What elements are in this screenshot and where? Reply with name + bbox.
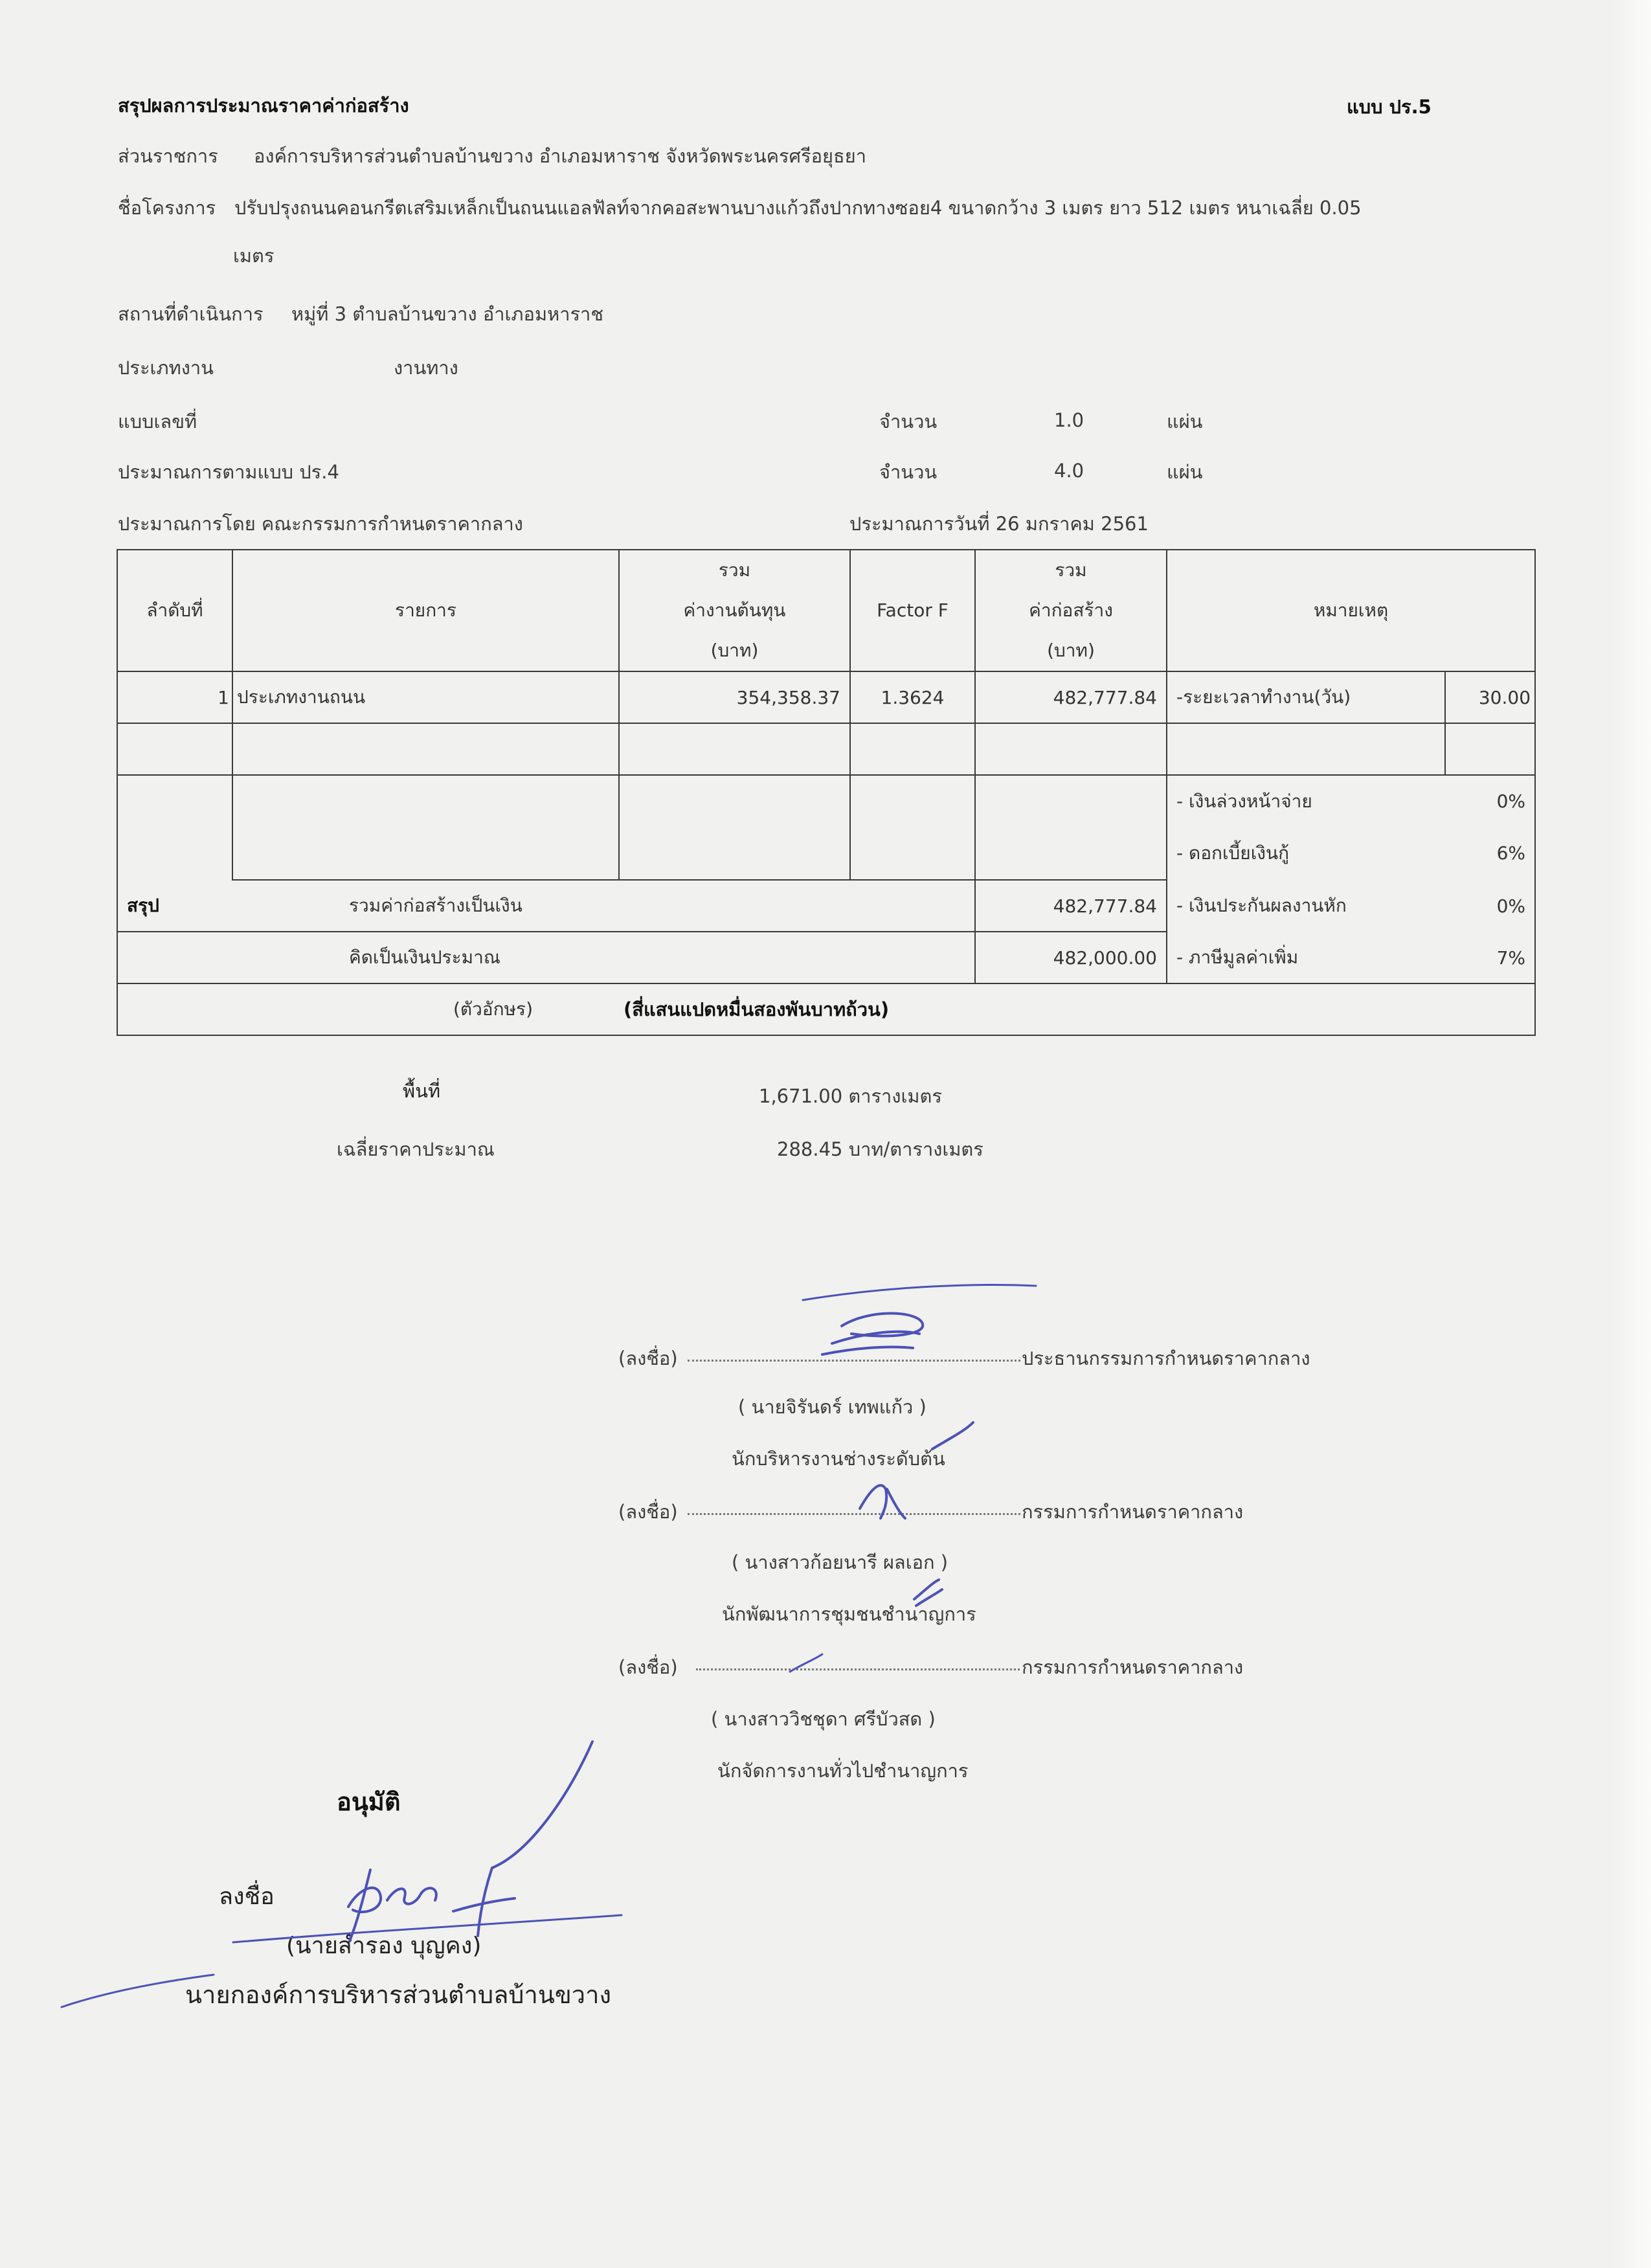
- signer-role: กรรมการกำหนดราคากลาง: [1022, 1501, 1244, 1523]
- row1-no: 1: [117, 671, 232, 723]
- table-row-conditions: [117, 775, 1535, 880]
- header-build-line1: รวม: [1055, 559, 1087, 581]
- condition-value: 6%: [1496, 842, 1526, 864]
- form-code: แบบ ปร.5: [1347, 96, 1432, 118]
- signer-name: ( นายจิรันดร์ เทพแก้ว ): [738, 1396, 927, 1418]
- signer-position: นักจัดการงานทั่วไปชำนาญการ: [717, 1760, 969, 1782]
- estimate-table: [117, 549, 1536, 1036]
- total-label: รวมค่าก่อสร้างเป็นเงิน: [349, 895, 522, 916]
- agency-value: องค์การบริหารส่วนตำบลบ้านขวาง อำเภอมหาราช จังหวัดพระนครศรีอยุธยา: [254, 145, 866, 167]
- condition-value: 0%: [1496, 791, 1526, 812]
- signer-name: ( นางสาววิชชุดา ศรีบัวสด ): [711, 1708, 936, 1730]
- header-item: รายการ: [232, 550, 619, 671]
- condition-value: 7%: [1445, 932, 1535, 983]
- drawing-no-label: แบบเลขที่: [118, 410, 197, 432]
- condition-value: 0%: [1445, 880, 1535, 932]
- table-row: [117, 671, 1535, 723]
- drawing-qty-label: จำนวน: [879, 410, 938, 432]
- project-value-line2: เมตร: [233, 245, 275, 267]
- document-title: สรุปผลการประมาณราคาค่าก่อสร้าง: [118, 95, 409, 117]
- rounded-value: 482,000.00: [975, 932, 1167, 983]
- signer-role: กรรมการกำหนดราคากลาง: [1022, 1656, 1244, 1678]
- estimate-date: ประมาณการวันที่ 26 มกราคม 2561: [849, 513, 1149, 535]
- drawing-qty-value: 1.0: [1054, 409, 1084, 431]
- row1-cost: 354,358.37: [619, 671, 850, 723]
- work-type-value: งานทาง: [394, 357, 458, 379]
- table-row-rounded: [117, 932, 1535, 983]
- signer-position: นักบริหารงานช่างระดับต้น: [732, 1448, 945, 1470]
- signer-name: ( นางสาวก้อยนารี ผลเอก ): [732, 1551, 949, 1573]
- summary-label: สรุป: [117, 880, 232, 932]
- condition-label: - เงินประกันผลงานหัก: [1167, 880, 1445, 932]
- table-header-row: [117, 550, 1535, 671]
- area-value: 1,671.00 ตารางเมตร: [759, 1085, 942, 1107]
- condition-label: - ดอกเบี้ยเงินกู้: [1176, 842, 1290, 864]
- header-factor: Factor F: [850, 550, 975, 671]
- project-label: ชื่อโครงการ: [118, 197, 216, 219]
- scan-edge: [1612, 0, 1651, 2268]
- condition-label: - ภาษีมูลค่าเพิ่ม: [1167, 932, 1445, 983]
- location-value: หมู่ที่ 3 ตำบลบ้านขวาง อำเภอมหาราช: [291, 303, 604, 325]
- words-value: (สี่แสนแปดหมื่นสองพันบาทถ้วน): [619, 983, 1535, 1035]
- header-cost-line2: ค่างานต้นทุน: [683, 600, 786, 621]
- project-value-line1: ปรับปรุงถนนคอนกรีตเสริมเหล็กเป็นถนนแอลฟัลท์จากคอสะพานบางแก้วถึงปากทางซอย4 ขนาดกว้าง 3 เมตร ยาว 512 เมตร หนาเฉลี่ย 0.05: [234, 197, 1362, 219]
- signer-role: ประธานกรรมการกำหนดราคากลาง: [1022, 1347, 1310, 1369]
- location-label: สถานที่ดำเนินการ: [118, 303, 264, 325]
- work-type-label: ประเภทงาน: [118, 357, 214, 379]
- row1-build: 482,777.84: [975, 671, 1167, 723]
- approval-name: (นายสำรอง บุญคง): [286, 1933, 482, 1959]
- header-cost-line1: รวม: [718, 559, 751, 581]
- approval-sign-label: ลงชื่อ: [219, 1883, 275, 1910]
- area-label: พื้นที่: [403, 1080, 441, 1102]
- table-row-words: [117, 983, 1535, 1035]
- header-build-line3: (บาท): [1047, 640, 1095, 661]
- row1-factor: 1.3624: [850, 671, 975, 723]
- por4-qty-unit: แผ่น: [1167, 461, 1203, 483]
- header-no: ลำดับที่: [117, 550, 232, 671]
- avg-price-label: เฉลี่ยราคาประมาณ: [337, 1138, 495, 1160]
- por4-qty-label: จำนวน: [879, 461, 938, 483]
- approval-title: อนุมัติ: [337, 1788, 401, 1816]
- sign-prefix: (ลงชื่อ): [618, 1347, 678, 1369]
- header-build-line2: ค่าก่อสร้าง: [1029, 600, 1113, 621]
- header-cost: [619, 550, 850, 671]
- avg-price-value: 288.45 บาท/ตารางเมตร: [777, 1138, 983, 1160]
- table-row-total: [117, 880, 1535, 932]
- row1-item: ประเภทงานถนน: [232, 671, 619, 723]
- condition-label: - เงินล่วงหน้าจ่าย: [1176, 791, 1312, 812]
- rounded-label: คิดเป็นเงินประมาณ: [349, 947, 500, 968]
- header-remark: หมายเหตุ: [1167, 550, 1535, 671]
- sign-prefix: (ลงชื่อ): [618, 1656, 678, 1678]
- header-cost-line3: (บาท): [710, 640, 759, 661]
- table-row-empty: [117, 723, 1535, 775]
- signature-line: [688, 1513, 1020, 1515]
- por4-qty-value: 4.0: [1054, 460, 1084, 482]
- signature-line: [696, 1668, 1020, 1670]
- sign-prefix: (ลงชื่อ): [618, 1501, 678, 1523]
- drawing-qty-unit: แผ่น: [1167, 410, 1203, 432]
- signer-position: นักพัฒนาการชุมชนชำนาญการ: [722, 1603, 976, 1625]
- row1-remark-value: 30.00: [1445, 671, 1535, 723]
- total-value: 482,777.84: [975, 880, 1167, 932]
- por4-label: ประมาณการตามแบบ ปร.4: [118, 461, 339, 483]
- estimated-by: ประมาณการโดย คณะกรรมการกำหนดราคากลาง: [118, 513, 523, 535]
- words-label: (ตัวอักษร): [117, 983, 619, 1035]
- row1-remark: -ระยะเวลาทำงาน(วัน): [1167, 671, 1445, 723]
- signature-line: [688, 1360, 1020, 1362]
- agency-label: ส่วนราชการ: [118, 145, 218, 167]
- header-build: [975, 550, 1167, 671]
- approval-position: นายกองค์การบริหารส่วนตำบลบ้านขวาง: [185, 1981, 612, 2009]
